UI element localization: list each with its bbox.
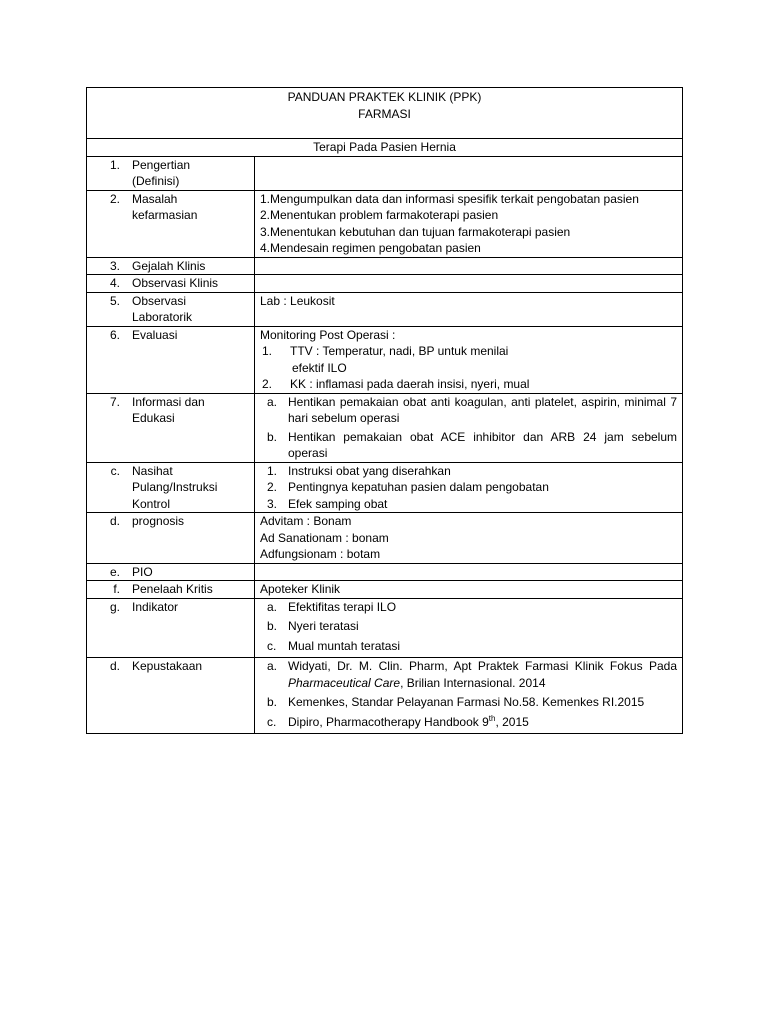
list-item: 1.Mengumpulkan data dan informasi spesifik terkait pengobatan pasien [260, 191, 639, 206]
row-number: e. [109, 564, 120, 579]
list-item: 1. Instruksi obat yang diserahkan [267, 463, 451, 478]
title-row [87, 88, 683, 139]
row-number: 2. [109, 191, 120, 206]
row-number: 4. [109, 276, 120, 290]
row-number: d. [109, 659, 120, 673]
list-item: c. Dipiro, Pharmacotherapy Handbook 9th, 2015 [267, 713, 529, 729]
row-observasi-lab [87, 292, 683, 326]
list-item: 1. TTV : Temperatur, nadi, BP untuk menilai efektif ILO [262, 344, 509, 375]
indikator-value [255, 598, 683, 658]
list-item: 2. Pentingnya kepatuhan pasien dalam pengobatan [267, 480, 549, 494]
row-gejala [87, 257, 683, 275]
row-nasihat [87, 462, 683, 513]
penelaah-value: Apoteker Klinik [255, 581, 683, 599]
observasi-lab-value: Lab : Leukosit [255, 292, 683, 326]
row-label: Kepustakaan [132, 659, 203, 673]
row-label-cont: Pulang/Instruksi [132, 480, 218, 494]
row-evaluasi [87, 326, 683, 393]
list-item: a. Widyati, Dr. M. Clin. Pharm, Apt Praktek Farmasi Klinik Fokus Pada Pharmaceutical Care, Brilian Internasional. 2014 [267, 659, 678, 690]
gejala-value [255, 257, 683, 275]
list-item: b. Hentikan pemakaian obat ACE inhibitor dan ARB 24 jam sebelum operasi [267, 429, 678, 460]
pengertian-value [255, 156, 683, 190]
row-informasi [87, 393, 683, 462]
row-label: Masalah [132, 191, 178, 206]
row-pio [87, 563, 683, 581]
evaluasi-heading: Monitoring Post Operasi : [260, 327, 396, 342]
row-label-cont: Laboratorik [132, 310, 193, 324]
doc-subtitle: Terapi Pada Pasien Hernia [87, 139, 683, 157]
row-observasi-klinis [87, 275, 683, 293]
kepustakaan-value [255, 658, 683, 734]
row-label: PIO [132, 564, 153, 579]
list-item: a. Efektifitas terapi ILO [267, 599, 397, 614]
row-number: g. [109, 599, 120, 614]
list-item: b. Nyeri teratasi [267, 619, 359, 633]
ppk-table [86, 87, 683, 734]
prognosis-value [255, 513, 683, 564]
subtitle-row [87, 139, 683, 157]
row-number: 5. [109, 293, 120, 308]
row-label: Observasi Klinis [132, 276, 219, 290]
row-masalah [87, 190, 683, 257]
row-label-cont: (Definisi) [132, 174, 180, 188]
list-item: 3.Menentukan kebutuhan dan tujuan farmakoterapi pasien [260, 224, 571, 239]
row-label-cont: Kontrol [132, 496, 171, 511]
row-label: Observasi [132, 293, 187, 308]
prognosis-line: Advitam : Bonam [260, 514, 352, 528]
row-number: 6. [109, 327, 120, 342]
row-label: Informasi dan [132, 394, 205, 409]
list-item: a. Hentikan pemakaian obat anti koagulan, anti platelet, aspirin, minimal 7 hari sebelum operasi [267, 394, 678, 425]
ppk-document [86, 87, 682, 734]
list-item: 2. KK : inflamasi pada daerah insisi, nyeri, mual [262, 377, 530, 391]
evaluasi-value [255, 326, 683, 393]
row-number: c. [110, 463, 120, 478]
prognosis-line: Ad Sanationam : bonam [260, 530, 389, 545]
row-label-cont: kefarmasian [132, 208, 198, 222]
row-number: d. [109, 514, 120, 528]
row-label: Indikator [132, 599, 179, 614]
list-item: c. Mual muntah teratasi [267, 638, 401, 653]
row-number: 1. [109, 157, 120, 172]
row-label-cont: Edukasi [132, 411, 175, 425]
list-item: 3. Efek samping obat [267, 496, 388, 511]
prognosis-line: Adfungsionam : botam [260, 547, 381, 561]
row-label: Evaluasi [132, 327, 178, 342]
row-number: 7. [109, 394, 120, 409]
masalah-value [255, 190, 683, 257]
doc-title: PANDUAN PRAKTEK KLINIK (PPK) [287, 90, 482, 104]
row-label: prognosis [132, 514, 185, 528]
informasi-value [255, 393, 683, 462]
nasihat-value [255, 462, 683, 513]
row-indikator [87, 598, 683, 658]
row-label: Nasihat [132, 463, 173, 478]
row-number: 3. [109, 258, 120, 273]
row-pengertian [87, 156, 683, 190]
row-prognosis [87, 513, 683, 564]
observasi-klinis-value [255, 275, 683, 293]
list-item: b. Kemenkes, Standar Pelayanan Farmasi No.58. Kemenkes RI.2015 [267, 695, 645, 709]
list-item: 2.Menentukan problem farmakoterapi pasien [260, 208, 499, 222]
row-label: Pengertian [132, 157, 191, 172]
row-label: Gejalah Klinis [132, 258, 206, 273]
row-penelaah [87, 581, 683, 599]
row-number: f. [113, 582, 120, 596]
row-label: Penelaah Kritis [132, 582, 213, 596]
pio-value [255, 563, 683, 581]
row-kepustakaan [87, 658, 683, 734]
list-item: 4.Mendesain regimen pengobatan pasien [260, 241, 481, 255]
doc-title-sub: FARMASI [358, 106, 411, 121]
